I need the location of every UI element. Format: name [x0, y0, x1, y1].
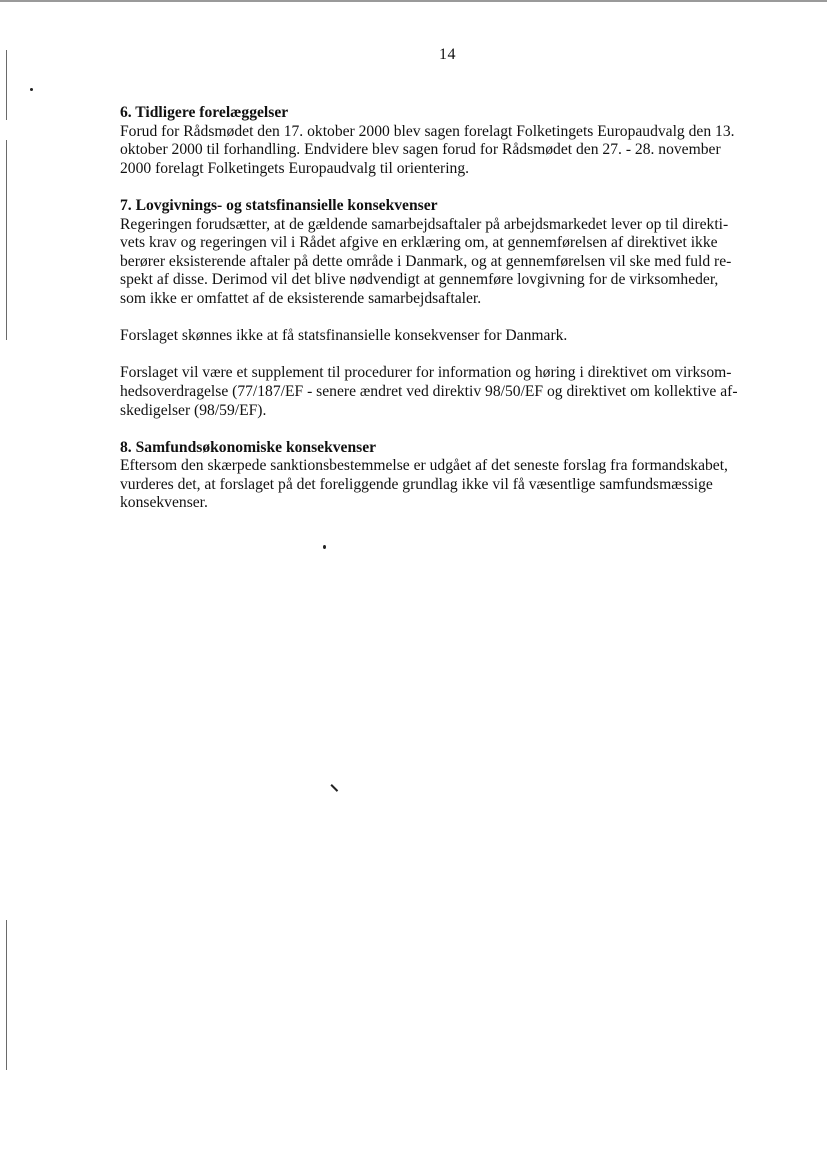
- paragraph: [120, 123, 780, 179]
- text-line: vurderes det, at forslaget på det foreliggende grundlag ikke vil få væsentlige samfundsmæssige: [120, 475, 713, 493]
- scan-edge-mark: [6, 140, 7, 340]
- text-line: vets krav og regeringen vil i Rådet afgive en erklæring om, at gennemførelsen af direktivet ikke: [120, 234, 718, 252]
- text-line: konsekvenser.: [120, 494, 208, 512]
- text-line: berører eksisterende aftaler på dette område i Danmark, og at gennemførelsen vil ske med fuld re-: [120, 252, 732, 270]
- text-line: Forslaget vil være et supplement til procedurer for information og høring i direktivet om virksom-: [120, 364, 732, 382]
- section-title: 6. Tidligere forelæggelser: [120, 104, 289, 121]
- text-line: Forslaget skønnes ikke at få statsfinansielle konsekvenser for Danmark.: [120, 327, 568, 345]
- text-line: 2000 forelagt Folketingets Europaudvalg til orientering.: [120, 159, 470, 177]
- scan-speck: [30, 88, 33, 91]
- text-line: hedsoverdragelse (77/187/EF - senere ændret ved direktiv 98/50/EF og direktivet om kollektive af-: [120, 382, 738, 400]
- section-previous-submissions: [120, 104, 780, 178]
- page-number: 14: [439, 46, 456, 63]
- section-economic-consequences: [120, 439, 780, 513]
- scan-speck: [331, 784, 338, 791]
- paragraph: [120, 216, 780, 309]
- section-legislative-consequences: [120, 197, 780, 420]
- scan-top-border: [0, 0, 827, 2]
- scan-speck: [323, 545, 326, 549]
- text-line: Regeringen forudsætter, at de gældende samarbejdsaftaler på arbejdsmarkedet lever op til direkti-: [120, 215, 729, 233]
- document-body: [120, 104, 780, 532]
- text-line: Forud for Rådsmødet den 17. oktober 2000 blev sagen forelagt Folketingets Europaudvalg den 13.: [120, 122, 735, 140]
- text-line: oktober 2000 til forhandling. Endvidere blev sagen forud for Rådsmødet den 27. - 28. november: [120, 141, 721, 159]
- text-line: som ikke er omfattet af de eksisterende samarbejdsaftaler.: [120, 289, 482, 307]
- text-line: Eftersom den skærpede sanktionsbestemmelse er udgået af det seneste forslag fra formandskabet,: [120, 457, 728, 475]
- paragraph: [120, 364, 780, 420]
- section-title: 7. Lovgivnings- og statsfinansielle konsekvenser: [120, 196, 438, 214]
- paragraph: [120, 457, 780, 513]
- paragraph: [120, 327, 780, 346]
- section-title: 8. Samfundsøkonomiske konsekvenser: [120, 438, 377, 456]
- scan-edge-mark: [6, 920, 7, 1070]
- text-line: spekt af disse. Derimod vil det blive nødvendigt at gennemføre lovgivning for de virksomheder,: [120, 271, 719, 289]
- text-line: skedigelser (98/59/EF).: [120, 401, 267, 419]
